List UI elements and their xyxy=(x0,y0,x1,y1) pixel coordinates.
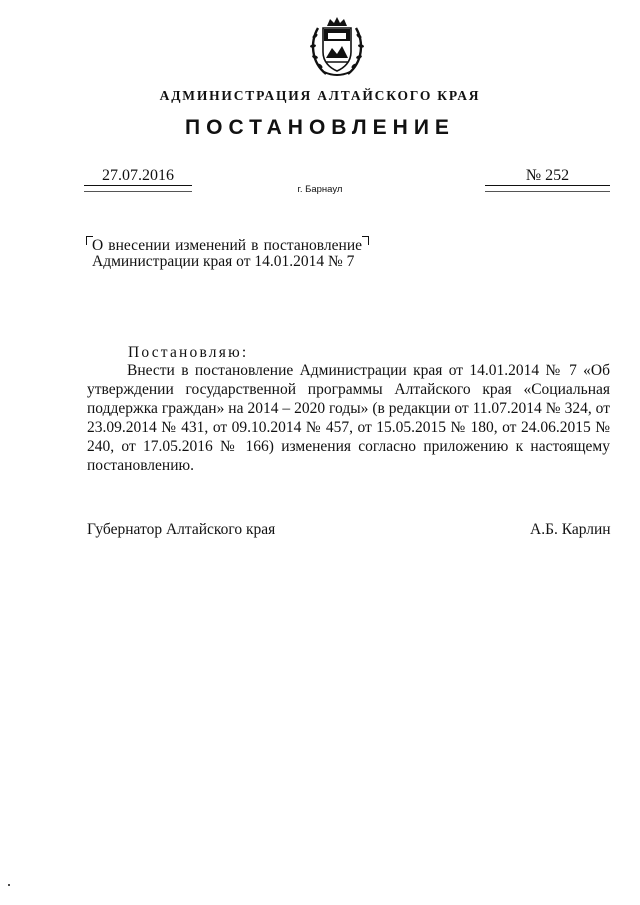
subject-bracket-right xyxy=(362,236,369,245)
organization-title: АДМИНИСТРАЦИЯ АЛТАЙСКОГО КРАЯ xyxy=(159,88,481,103)
resolution-text: Внести в постановление Администрации края от 14.01.2014 № 7 «Об утверждении государственной программы Алтайского края «Социальная поддержка граждан» на 2014 – 2020 годы» (в редакции от 11.07.2014 № 324, от 23.09.2014 № 431, от 09.10.2014 № 457, от 15.05.2015 № 180, от 24.06.2015 № 240, от 17.05.2016 № 166) изменения согласно приложению к настоящему постановлению. xyxy=(87,362,610,474)
city: г. Барнаул xyxy=(297,184,343,195)
coat-of-arms-icon xyxy=(308,14,366,80)
scan-dot xyxy=(8,884,10,886)
document-number: № 252 xyxy=(485,167,610,186)
signatory-name: А.Б. Карлин xyxy=(530,521,611,538)
document-type: ПОСТАНОВЛЕНИЕ xyxy=(185,116,455,139)
resolve-heading: Постановляю: xyxy=(128,344,249,361)
document-date: 27.07.2016 xyxy=(84,167,192,186)
signatory-title: Губернатор Алтайского края xyxy=(87,521,276,538)
document-subject: О внесении изменений в постановление Администрации края от 14.01.2014 № 7 xyxy=(92,237,362,270)
